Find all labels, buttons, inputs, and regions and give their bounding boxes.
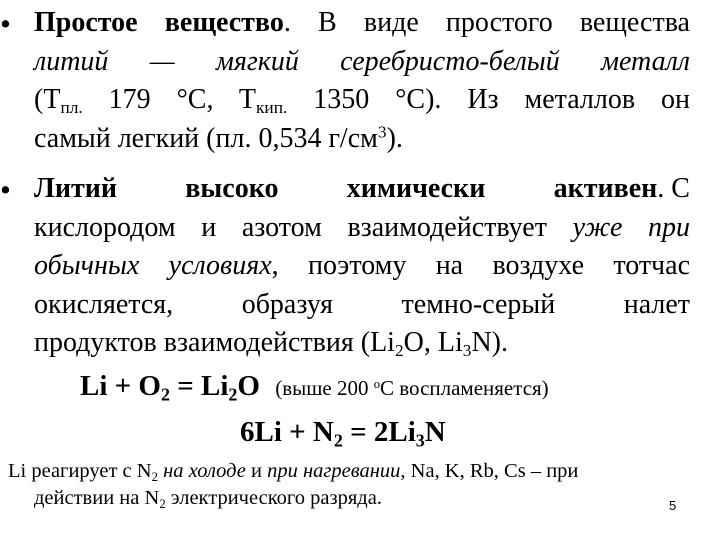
lithium-description: литий — мягкий серебристо-белый металл	[34, 45, 690, 77]
paragraph-2-line-3: обычных условиях, поэтому на воздухе тотчас	[34, 250, 690, 281]
bullet-1-marker: •	[0, 6, 11, 41]
equation-lithium-oxygen: $Li + O_2 = Li_2O$ (выше 200 $^o$C воспламеняется)	[80, 370, 549, 405]
paragraph-2-line-4: окисляется, образуя темно-серый налет	[34, 288, 690, 320]
paragraph-2-line-5: продуктов взаимодействия ($Li_2O$, $Li_3N$).	[34, 327, 508, 361]
term-simple-substance: Простое вещество	[34, 7, 284, 38]
ignition-note: (выше 200 $^o$C воспламеняется)	[275, 376, 549, 400]
footnote-line-1: Li реагирует с $N_2$ на холоде и при нагревании, Na, K, Rb, Cs – при	[8, 460, 579, 484]
page-number: 5	[669, 498, 677, 513]
paragraph-1-line-1: Простое вещество. В виде простого вещества	[34, 7, 690, 38]
footnote-line-2: действии на $N_2$ электрического разряда.	[34, 487, 382, 511]
paragraph-1-line-2	[34, 43, 690, 82]
paragraph-1-line-3: ($T_{пл.}$ 179 °C, $T_{кип.}$ 1350 °C). Из металлов он	[34, 84, 690, 118]
paragraph-2-line-1: Литий высоко химически активен. С	[34, 173, 690, 204]
paragraph-simple-substance	[34, 4, 690, 158]
bullet-2-marker: •	[0, 172, 11, 207]
footnote	[8, 458, 692, 512]
paragraph-1-line-4: самый легкий (пл. 0,534 $г/см^3$).	[34, 121, 403, 154]
equation-lithium-nitrogen: $6Li + N_2 = 2Li_3N$	[240, 416, 446, 451]
paragraph-2-line-2: кислородом и азотом взаимодействует уже при	[34, 211, 691, 243]
paragraph-reactivity	[34, 170, 690, 363]
